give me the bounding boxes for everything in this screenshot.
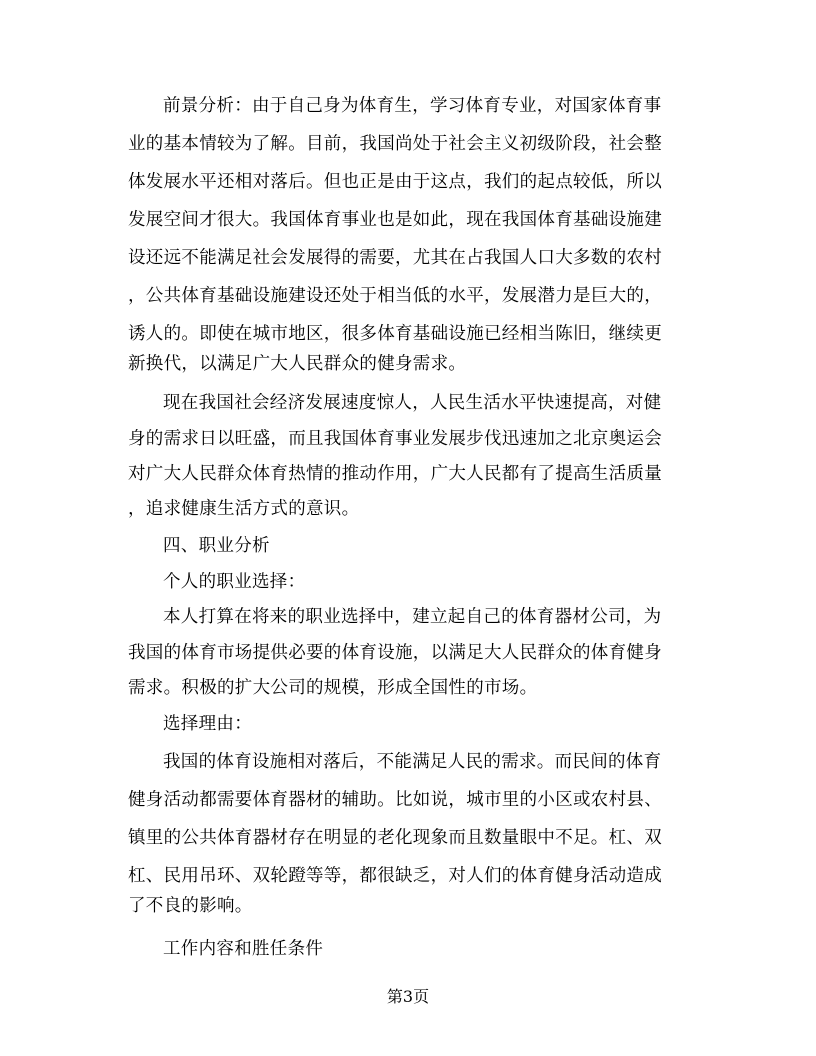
text-line: 身的需求日以旺盛，而且我国体育事业发展步伐迅速加之北京奥运会 xyxy=(128,429,662,449)
text-line: 新换代，以满足广大人民群众的健身需求。 xyxy=(128,354,467,374)
text-line: 本人打算在将来的职业选择中，建立起自己的体育器材公司，为 xyxy=(163,607,662,627)
text-line: 镇里的公共体育器材存在明显的老化现象而且数量眼中不足。杠、双 xyxy=(128,828,662,848)
text-line: 前景分析：由于自己身为体育生，学习体育专业，对国家体育事 xyxy=(163,96,662,116)
text-line: 我国的体育市场提供必要的体育设施，以满足大人民群众的体育健身 xyxy=(128,643,662,663)
text-line: 了不良的影响。 xyxy=(128,896,253,916)
text-line: 需求。积极的扩大公司的规模，形成全国性的市场。 xyxy=(128,678,538,698)
text-line: ，公共体育基础设施建设还处于相当低的水平，发展潜力是巨大的， xyxy=(128,286,662,306)
text-line: 现在我国社会经济发展速度惊人，人民生活水平快速提高，对健 xyxy=(163,393,662,413)
text-line: 杠、民用吊环、双轮蹬等等，都很缺乏，对人们的体育健身活动造成 xyxy=(128,866,662,886)
subheading: 工作内容和胜任条件 xyxy=(163,939,324,959)
text-line: 对广大人民群众体育热情的推动作用，广大人民都有了提高生活质量 xyxy=(128,464,662,484)
text-line: 体发展水平还相对落后。但也正是由于这点，我们的起点较低，所以 xyxy=(128,172,662,192)
section-heading: 四、职业分析 xyxy=(163,536,270,556)
subheading: 个人的职业选择： xyxy=(163,572,306,592)
subheading: 选择理由： xyxy=(163,714,252,734)
text-line: 诱人的。即使在城市地区，很多体育基础设施已经相当陈旧，继续更 xyxy=(128,324,662,344)
page-number: 第3页 xyxy=(386,987,430,1006)
text-line: ，追求健康生活方式的意识。 xyxy=(128,499,360,519)
text-line: 设还远不能满足社会发展得的需要，尤其在占我国人口大多数的农村 xyxy=(128,248,662,268)
text-line: 健身活动都需要体育器材的辅助。比如说，城市里的小区或农村县、 xyxy=(128,790,662,810)
text-line: 业的基本情较为了解。目前，我国尚处于社会主义初级阶段，社会整 xyxy=(128,134,662,154)
text-line: 我国的体育设施相对落后，不能满足人民的需求。而民间的体育 xyxy=(163,752,662,772)
text-line: 发展空间才很大。我国体育事业也是如此，现在我国体育基础设施建 xyxy=(128,210,662,230)
